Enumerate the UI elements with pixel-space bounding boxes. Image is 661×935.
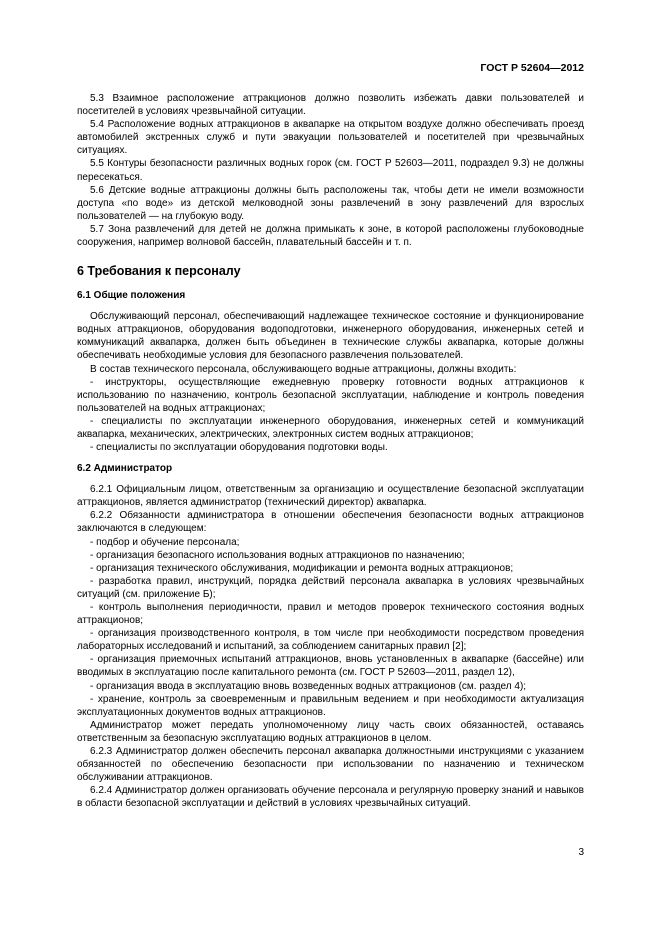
- paragraph: В состав технического персонала, обслуживающего водные аттракционы, должны входить:: [90, 363, 517, 375]
- paragraph: - организация безопасного использования водных аттракционов по назначению;: [90, 549, 465, 561]
- standard-designation: ГОСТ Р 52604—2012: [480, 62, 584, 74]
- paragraph: - специалисты по эксплуатации оборудования подготовки воды.: [90, 442, 388, 454]
- paragraph: 5.5 Контуры безопасности различных водных горок (см. ГОСТ Р 52603—2011, подраздел 9.3) не должны пересекаться.: [77, 158, 584, 183]
- paragraph: Обслуживающий персонал, обеспечивающий надлежащее техническое состояние и функционирование водных аттракционов, оборудования водоподготовки, инженерного оборудования, инженерных сетей и коммуникаций аквапарка, должен быть объединен в технические службы аквапарка, которые должны обеспечивать необходимые условия для безопасного развлечения пользователей.: [77, 311, 584, 362]
- paragraph: - хранение, контроль за своевременным и правильным ведением и при необходимости актуализация эксплуатационных документов водных аттракционов.: [77, 693, 584, 718]
- paragraph: 5.6 Детские водные аттракционы должны быть расположены так, чтобы дети не имели возможности доступа «по воде» из детской мелководной зоны развлечений в зону развлечений для взрослых пользователей — на глубокую воду.: [77, 184, 584, 222]
- paragraph: - организация производственного контроля, в том числе при необходимости посредством проведения лабораторных исследований и испытаний, за соблюдением санитарных правил [2];: [77, 628, 584, 653]
- paragraph: - организация ввода в эксплуатацию вновь возведенных водных аттракционов (см. раздел 4);: [90, 680, 527, 692]
- paragraph: - организация приемочных испытаний аттракционов, вновь установленных в аквапарке (бассейне) или вводимых в эксплуатацию после капитального ремонта (см. ГОСТ Р 52603—2011, раздел 12),: [77, 654, 584, 679]
- document-body: [77, 92, 584, 811]
- paragraph: - разработка правил, инструкций, порядка действий персонала аквапарка в условиях чрезвычайных ситуаций (см. приложение Б);: [77, 575, 584, 600]
- paragraph: 6.2.3 Администратор должен обеспечить персонал аквапарка должностными инструкциями с указанием обязанностей по обеспечению безопасности при использовании по назначению и техническом обслуживании аттракционов.: [77, 746, 584, 784]
- paragraph: 6.2.2 Обязанности администратора в отношении обеспечения безопасности водных аттракционов заключаются в следующем:: [77, 510, 584, 535]
- section-heading: 6 Требования к персоналу: [77, 264, 241, 279]
- page-number: 3: [578, 847, 584, 858]
- paragraph: - контроль выполнения периодичности, правил и методов проверок технического состояния водных аттракционов;: [77, 602, 584, 627]
- paragraph: 5.4 Расположение водных аттракционов в аквапарке на открытом воздухе должно обеспечивать проезд автомобилей экстренных служб и пути эвакуации пользователей и посетителей при чрезвычайных ситуациях.: [77, 119, 584, 157]
- paragraph: 5.3 Взаимное расположение аттракционов должно позволить избежать давки пользователей и посетителей в условиях чрезвычайной ситуации.: [77, 93, 584, 118]
- subsection-heading: 6.2 Администратор: [77, 463, 173, 475]
- subsection-heading: 6.1 Общие положения: [77, 290, 186, 302]
- paragraph: 5.7 Зона развлечений для детей не должна примыкать к зоне, в которой расположены глубоководные сооружения, например волновой бассейн, плавательный бассейн и т. п.: [77, 223, 584, 249]
- paragraph: - подбор и обучение персонала;: [90, 536, 240, 548]
- paragraph: Администратор может передать уполномоченному лицу часть своих обязанностей, оставаясь ответственным за безопасную эксплуатацию водных аттракционов в целом.: [77, 719, 584, 744]
- paragraph: - специалисты по эксплуатации инженерного оборудования, инженерных сетей и коммуникаций аквапарка, механических, электрических, электронных систем водных аттракционов;: [77, 415, 584, 440]
- paragraph: - организация технического обслуживания, модификации и ремонта водных аттракционов;: [90, 562, 514, 574]
- paragraph: 6.2.1 Официальным лицом, ответственным за организацию и осуществление безопасной эксплуатации аттракционов, является администратор (технический директор) аквапарка.: [77, 484, 584, 509]
- paragraph: 6.2.4 Администратор должен организовать обучение персонала и регулярную проверку знаний и навыков в области безопасной эксплуатации и действий в условиях чрезвычайных ситуаций.: [77, 785, 584, 810]
- paragraph: - инструкторы, осуществляющие ежедневную проверку готовности водных аттракционов к использованию по назначению, контроль безопасной эксплуатации, наблюдение и контроль поведения пользователей на водных аттракционах;: [77, 376, 584, 414]
